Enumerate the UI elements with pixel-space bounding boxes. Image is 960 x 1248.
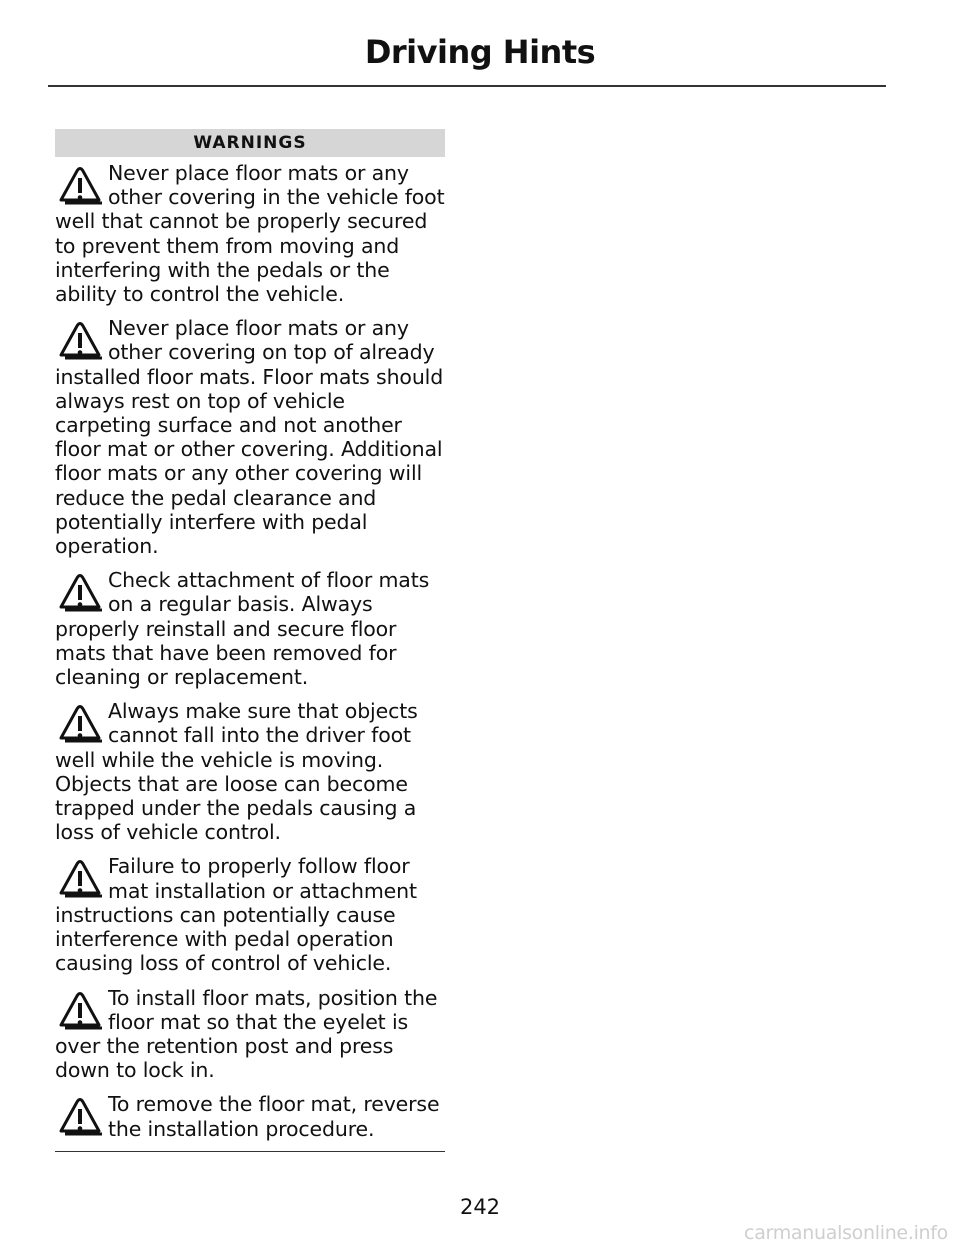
page-number: 242	[459, 1195, 501, 1219]
warning-text: To remove the floor mat, reverse the installation procedure.	[108, 1092, 440, 1141]
warning-text: Failure to properly follow floor mat installation or attachment instructions can potentially cause interference with pedal operation causing loss of control of vehicle.	[55, 854, 417, 976]
warning-item	[55, 568, 445, 689]
header-divider	[48, 85, 886, 87]
warning-item	[55, 316, 445, 558]
warning-triangle-icon	[55, 858, 105, 898]
warning-item	[55, 1092, 445, 1140]
warning-text: Check attachment of floor mats on a regular basis. Always properly reinstall and secure floor mats that have been removed for cleaning or replacement.	[55, 568, 430, 690]
warning-item	[55, 699, 445, 844]
warning-item	[55, 161, 445, 306]
warning-triangle-icon	[55, 1096, 105, 1136]
warning-text: Always make sure that objects cannot fall into the driver foot well while the vehicle is moving. Objects that are loose can become trapped under the pedals causing a loss of vehicle control.	[55, 699, 418, 845]
warning-triangle-icon	[55, 320, 105, 360]
warnings-heading: WARNINGS	[55, 129, 445, 157]
page-title: Driving Hints	[364, 33, 596, 71]
warnings-end-divider	[55, 1151, 445, 1152]
watermark: carmanualsonline.info	[744, 1222, 948, 1244]
warning-item	[55, 986, 445, 1083]
warning-triangle-icon	[55, 703, 105, 743]
warning-triangle-icon	[55, 165, 105, 205]
warning-triangle-icon	[55, 990, 105, 1030]
warnings-section	[55, 129, 445, 1152]
warning-item	[55, 854, 445, 975]
warning-text: Never place floor mats or any other covering on top of already installed floor mats. Floor mats should always rest on top of vehicle carpeting surface and not another floor mat or other covering. Additional floor mats or any other covering will reduce the pedal clearance and potentially interfere with pedal operation.	[55, 316, 444, 559]
warning-text: Never place floor mats or any other covering in the vehicle foot well that cannot be properly secured to prevent them from moving and interfering with the pedals or the ability to control the vehicle.	[55, 161, 445, 307]
warning-triangle-icon	[55, 572, 105, 612]
warning-text: To install floor mats, position the floor mat so that the eyelet is over the retention post and press down to lock in.	[55, 985, 438, 1083]
